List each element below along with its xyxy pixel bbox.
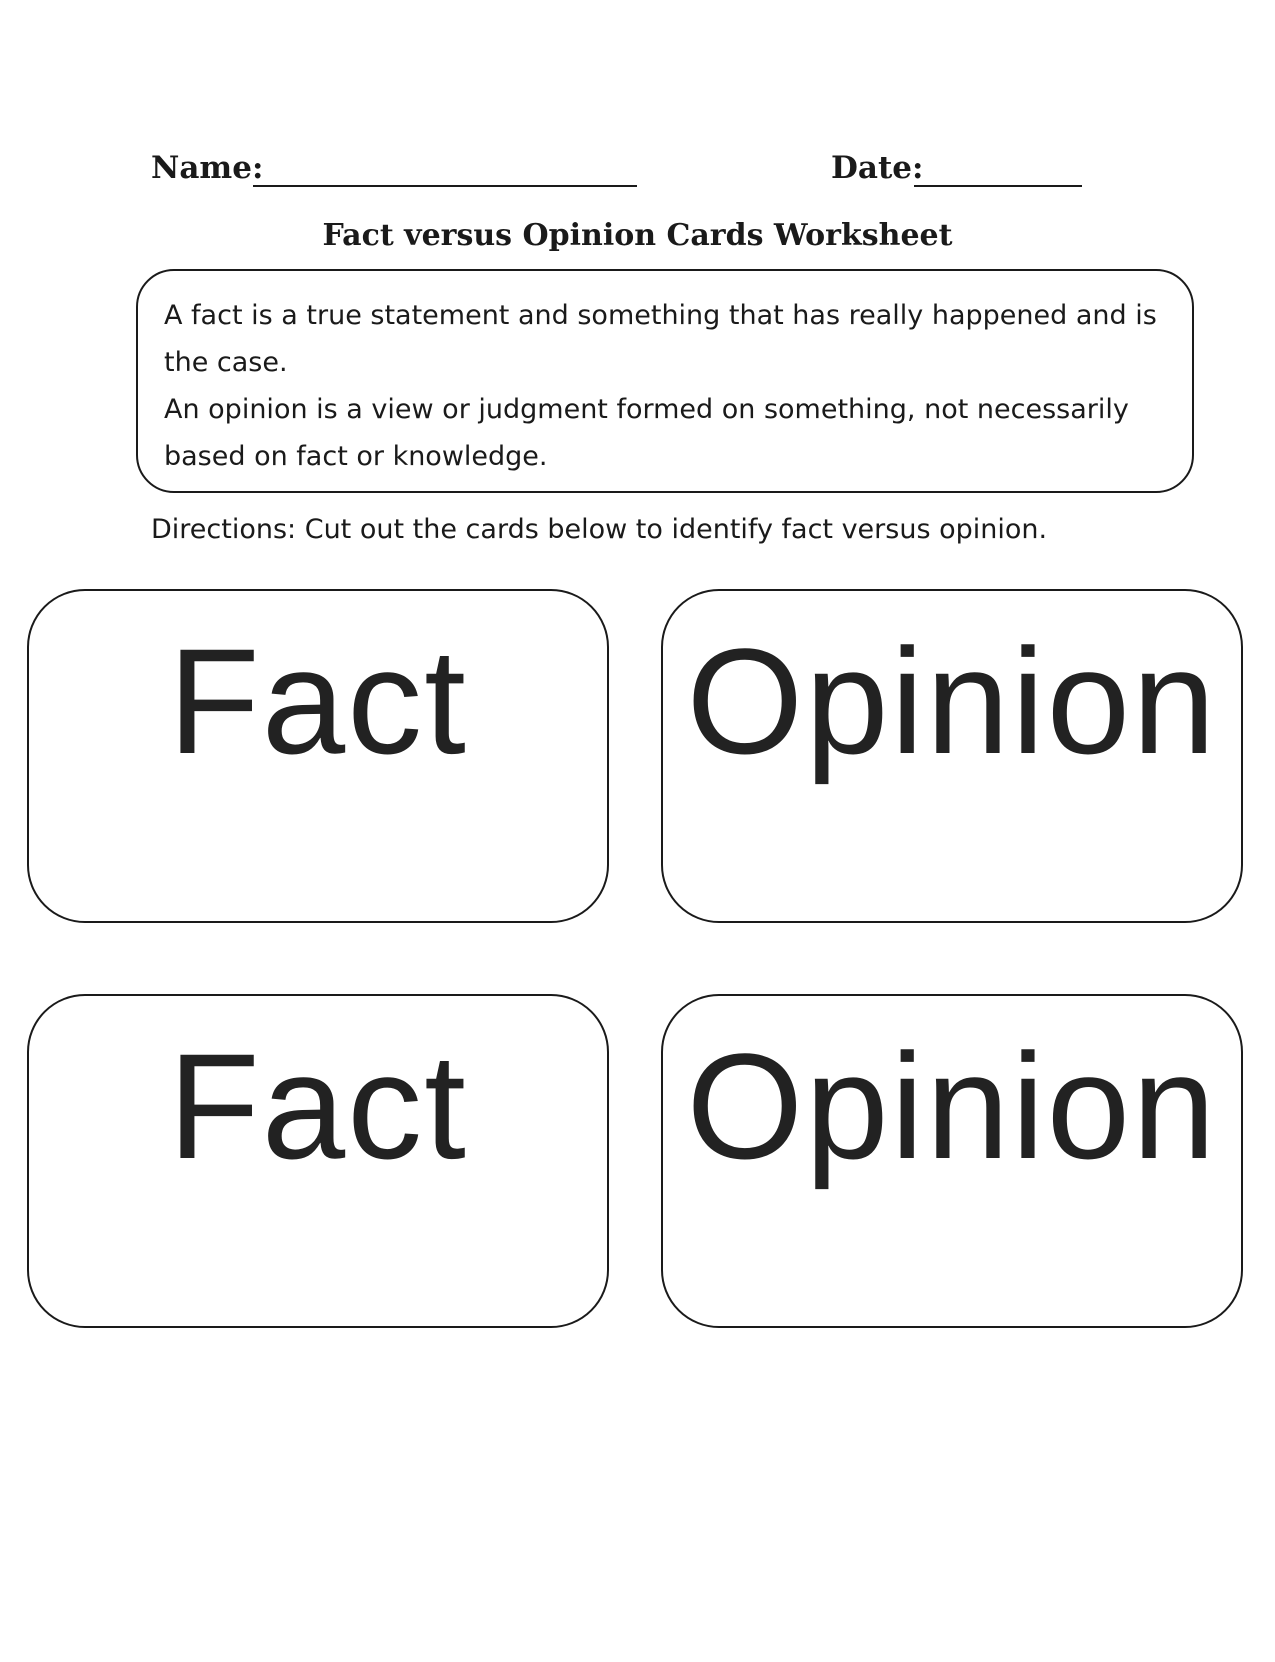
directions-text: Directions: Cut out the cards below to identify fact versus opinion. <box>151 514 1048 545</box>
card-label: Opinion <box>686 1022 1218 1190</box>
fact-card <box>27 994 609 1328</box>
fact-definition: A fact is a true statement and something that has really happened and is the case. <box>164 300 1157 378</box>
worksheet-title: Fact versus Opinion Cards Worksheet <box>322 218 953 253</box>
fact-card <box>27 589 609 923</box>
name-label: Name: <box>151 150 264 186</box>
name-blank-line[interactable] <box>253 185 637 187</box>
opinion-card <box>661 994 1243 1328</box>
date-label: Date: <box>831 150 924 186</box>
card-label: Fact <box>168 617 468 785</box>
date-blank-line[interactable] <box>914 185 1082 187</box>
opinion-definition: An opinion is a view or judgment formed on something, not necessarily based on fact or knowledge. <box>164 394 1129 472</box>
definition-box <box>136 269 1194 493</box>
header-row <box>151 150 1091 194</box>
card-label: Opinion <box>686 617 1218 785</box>
opinion-card <box>661 589 1243 923</box>
card-label: Fact <box>168 1022 468 1190</box>
